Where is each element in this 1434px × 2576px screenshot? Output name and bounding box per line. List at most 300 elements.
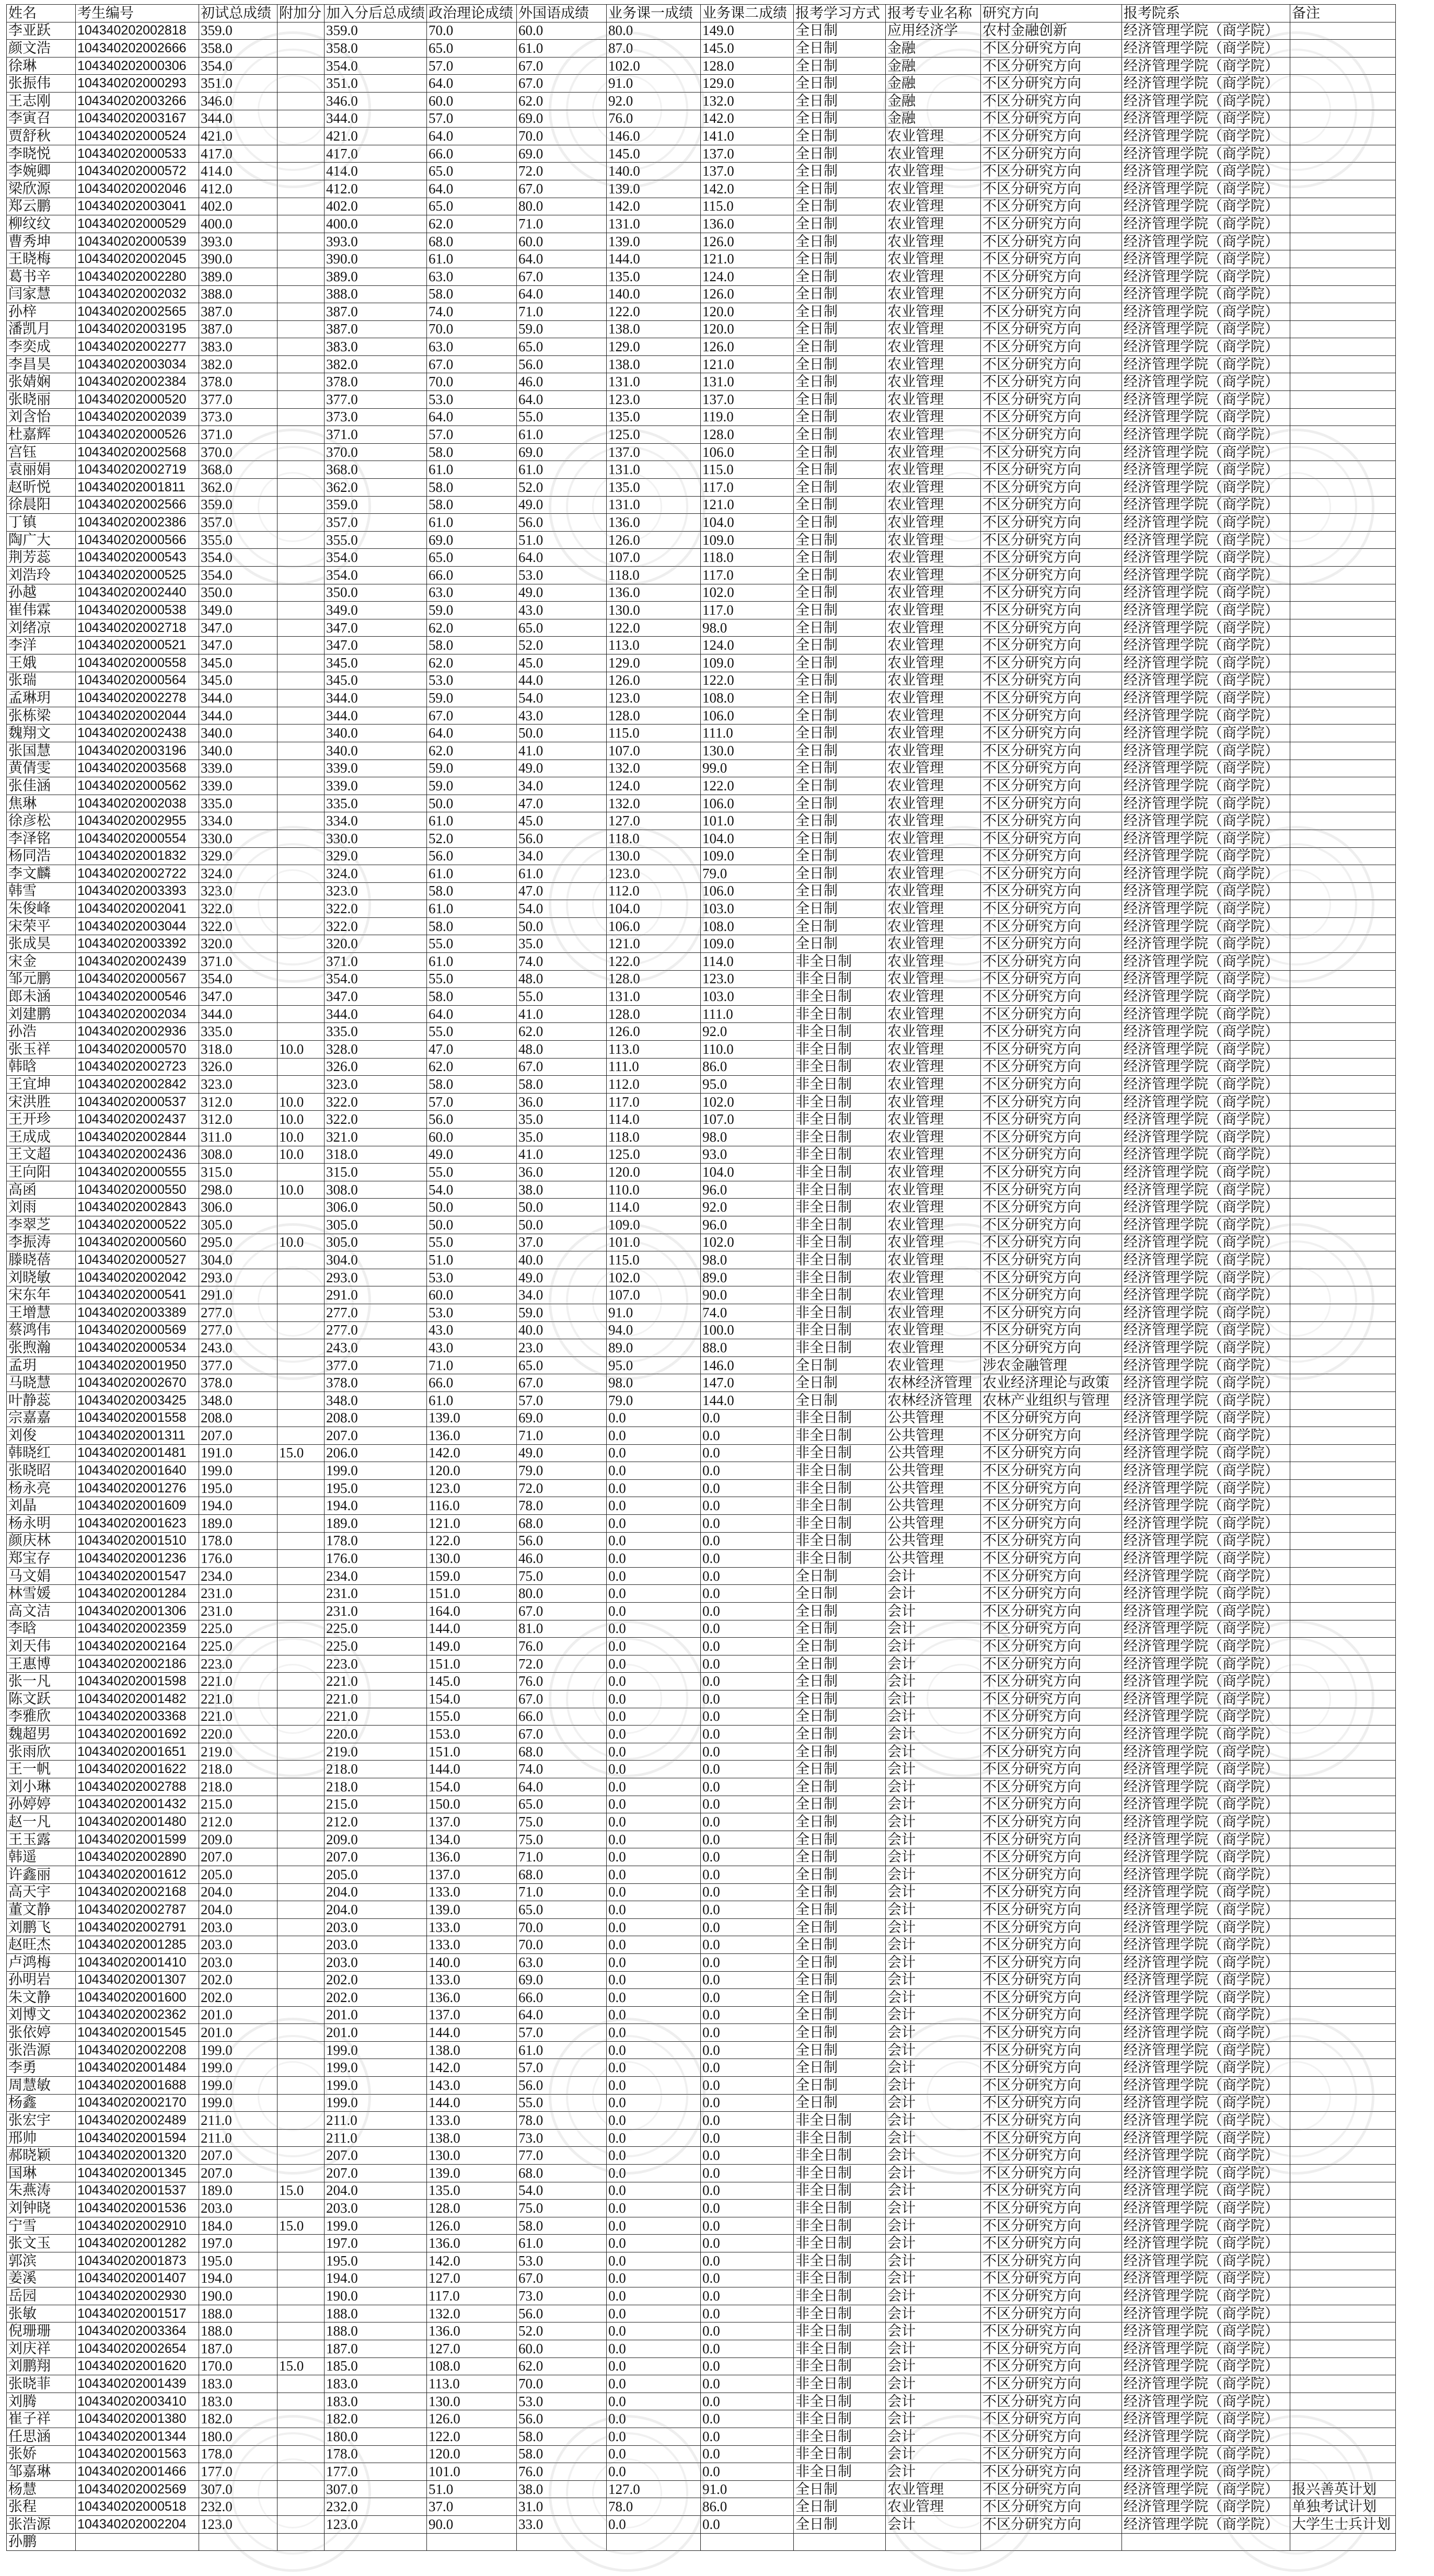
remark-cell [1290,1497,1396,1515]
foreign-language-cell: 56.0 [517,514,607,532]
bonus-cell [277,1216,325,1234]
department-cell: 经济管理学院（商学院） [1122,110,1290,128]
major-cell: 农业管理 [886,1339,981,1357]
subject1-cell: 0.0 [607,1409,701,1427]
major-cell: 农业管理 [886,882,981,900]
study-mode-cell: 全日制 [794,1585,886,1603]
study-mode-cell: 全日制 [794,2024,886,2042]
adjusted-total-cell: 209.0 [325,1831,427,1848]
exam-id-cell: 104340202001517 [76,2305,199,2322]
adjusted-total-cell: 323.0 [325,1076,427,1094]
table-row [7,2410,1396,2428]
politics-cell: 50.0 [427,1199,517,1216]
remark-cell [1290,2358,1396,2375]
table-row [7,1953,1396,1971]
remark-cell [1290,1269,1396,1286]
politics-cell: 55.0 [427,1164,517,1181]
subject2-cell: 0.0 [701,2322,794,2340]
name-cell: 魏超男 [7,1726,76,1743]
initial-total-cell: 187.0 [199,2340,277,2358]
department-cell: 经济管理学院（商学院） [1122,1356,1290,1374]
exam-id-cell: 104340202001545 [76,2024,199,2042]
name-cell: 徐晨阳 [7,496,76,514]
name-cell: 郝晓颖 [7,2147,76,2165]
major-cell: 金融 [886,75,981,93]
table-row [7,1093,1396,1111]
adjusted-total-cell: 178.0 [325,2445,427,2463]
initial-total-cell: 195.0 [199,1479,277,1497]
politics-cell: 53.0 [427,391,517,409]
research-direction-cell: 不区分研究方向 [981,1462,1122,1480]
department-cell: 经济管理学院（商学院） [1122,2024,1290,2042]
major-cell: 农业管理 [886,1146,981,1164]
research-direction-cell: 不区分研究方向 [981,1111,1122,1129]
subject1-cell: 140.0 [607,285,701,303]
research-direction-cell: 不区分研究方向 [981,1234,1122,1251]
department-cell: 经济管理学院（商学院） [1122,2006,1290,2024]
exam-id-cell: 104340202002670 [76,1374,199,1392]
exam-id-cell: 104340202003195 [76,320,199,338]
major-cell: 农业管理 [886,760,981,777]
major-cell: 会计 [886,1620,981,1638]
research-direction-cell: 不区分研究方向 [981,303,1122,321]
initial-total-cell: 312.0 [199,1111,277,1129]
name-cell: 张晓昭 [7,1462,76,1480]
name-cell: 张程 [7,2498,76,2516]
remark-cell [1290,1286,1396,1304]
study-mode-cell: 非全日制 [794,2375,886,2393]
adjusted-total-cell: 194.0 [325,1497,427,1515]
subject2-cell: 121.0 [701,496,794,514]
subject2-cell: 0.0 [701,1901,794,1919]
politics-cell: 65.0 [427,198,517,215]
department-cell: 经济管理学院（商学院） [1122,1409,1290,1427]
major-cell: 农业管理 [886,742,981,760]
adjusted-total-cell: 223.0 [325,1655,427,1673]
foreign-language-cell: 70.0 [517,1936,607,1954]
research-direction-cell: 不区分研究方向 [981,2112,1122,2130]
study-mode-cell: 非全日制 [794,2112,886,2130]
foreign-language-cell: 34.0 [517,847,607,865]
department-cell: 经济管理学院（商学院） [1122,2252,1290,2270]
department-cell: 经济管理学院（商学院） [1122,1479,1290,1497]
subject1-cell: 0.0 [607,1515,701,1533]
initial-total-cell: 323.0 [199,882,277,900]
politics-cell: 70.0 [427,320,517,338]
politics-cell: 58.0 [427,443,517,461]
foreign-language-cell: 64.0 [517,285,607,303]
subject1-cell: 0.0 [607,1603,701,1620]
subject1-cell: 118.0 [607,567,701,584]
politics-cell: 61.0 [427,1392,517,1409]
table-row [7,865,1396,883]
remark-cell [1290,917,1396,935]
foreign-language-cell: 53.0 [517,567,607,584]
subject2-cell: 0.0 [701,1673,794,1690]
table-row [7,215,1396,233]
subject2-cell: 98.0 [701,619,794,637]
remark-cell [1290,2287,1396,2305]
subject2-cell: 136.0 [701,215,794,233]
study-mode-cell: 全日制 [794,2006,886,2024]
remark-cell [1290,1234,1396,1251]
foreign-language-cell: 78.0 [517,1497,607,1515]
exam-id-cell: 104340202000539 [76,233,199,250]
name-cell: 王娥 [7,654,76,672]
research-direction-cell: 不区分研究方向 [981,2252,1122,2270]
study-mode-cell: 非全日制 [794,2340,886,2358]
remark-cell [1290,1585,1396,1603]
table-row [7,1058,1396,1076]
foreign-language-cell: 49.0 [517,760,607,777]
study-mode-cell: 全日制 [794,812,886,830]
adjusted-total-cell: 205.0 [325,1866,427,1883]
subject1-cell: 102.0 [607,1269,701,1286]
foreign-language-cell: 46.0 [517,373,607,391]
bonus-cell [277,1796,325,1813]
adjusted-total-cell: 234.0 [325,1567,427,1585]
major-cell: 会计 [886,1690,981,1708]
adjusted-total-cell: 199.0 [325,2094,427,2112]
header-subject2: 业务课二成绩 [701,5,794,22]
remark-cell [1290,2006,1396,2024]
major-cell: 会计 [886,1567,981,1585]
remark-cell [1290,812,1396,830]
bonus-cell [277,2393,325,2410]
foreign-language-cell: 67.0 [517,1690,607,1708]
study-mode-cell: 全日制 [794,479,886,497]
initial-total-cell: 293.0 [199,1269,277,1286]
foreign-language-cell: 54.0 [517,689,607,707]
name-cell: 马晓慧 [7,1374,76,1392]
table-row [7,1673,1396,1690]
adjusted-total-cell: 335.0 [325,1023,427,1041]
name-cell: 宫钰 [7,443,76,461]
table-row [7,303,1396,321]
exam-id-cell: 104340202000554 [76,830,199,847]
subject1-cell: 111.0 [607,1058,701,1076]
subject2-cell: 0.0 [701,2445,794,2463]
subject2-cell: 131.0 [701,373,794,391]
department-cell: 经济管理学院（商学院） [1122,1497,1290,1515]
politics-cell: 132.0 [427,2305,517,2322]
header-bonus: 附加分 [277,5,325,22]
subject1-cell: 124.0 [607,777,701,795]
exam-id-cell: 104340202001306 [76,1603,199,1620]
name-cell: 孙梓 [7,303,76,321]
foreign-language-cell: 67.0 [517,180,607,198]
department-cell: 经济管理学院（商学院） [1122,1146,1290,1164]
foreign-language-cell: 41.0 [517,742,607,760]
research-direction-cell: 不区分研究方向 [981,637,1122,654]
subject1-cell: 131.0 [607,496,701,514]
research-direction-cell: 不区分研究方向 [981,567,1122,584]
initial-total-cell: 345.0 [199,654,277,672]
initial-total-cell: 340.0 [199,724,277,742]
name-cell: 刘建鹏 [7,1005,76,1023]
subject2-cell: 0.0 [701,2252,794,2270]
remark-cell [1290,1936,1396,1954]
remark-cell [1290,760,1396,777]
initial-total-cell: 225.0 [199,1638,277,1655]
department-cell: 经济管理学院（商学院） [1122,2287,1290,2305]
bonus-cell [277,1989,325,2007]
header-major: 报考专业名称 [886,5,981,22]
adjusted-total-cell: 201.0 [325,2006,427,2024]
subject2-cell: 124.0 [701,268,794,285]
exam-id-cell: 104340202000521 [76,637,199,654]
name-cell: 郑云鹏 [7,198,76,215]
adjusted-total-cell: 199.0 [325,2041,427,2059]
department-cell: 经济管理学院（商学院） [1122,1953,1290,1971]
table-row [7,1444,1396,1462]
research-direction-cell: 不区分研究方向 [981,1883,1122,1901]
subject1-cell: 129.0 [607,338,701,356]
study-mode-cell: 全日制 [794,1813,886,1831]
table-row [7,2498,1396,2516]
study-mode-cell: 全日制 [794,2077,886,2095]
department-cell: 经济管理学院（商学院） [1122,830,1290,847]
politics-cell: 127.0 [427,2270,517,2287]
subject1-cell: 0.0 [607,1655,701,1673]
politics-cell: 145.0 [427,1673,517,1690]
table-row [7,2393,1396,2410]
subject1-cell: 92.0 [607,92,701,110]
adjusted-total-cell: 221.0 [325,1708,427,1726]
initial-total-cell: 184.0 [199,2217,277,2235]
name-cell: 刘鹏翔 [7,2358,76,2375]
adjusted-total-cell: 351.0 [325,75,427,93]
politics-cell: 65.0 [427,549,517,567]
initial-total-cell: 354.0 [199,567,277,584]
major-cell: 农业管理 [886,531,981,549]
subject1-cell: 139.0 [607,233,701,250]
table-header-row [7,5,1396,22]
table-row [7,2112,1396,2130]
subject2-cell: 128.0 [701,426,794,444]
major-cell: 农业管理 [886,2498,981,2516]
study-mode-cell: 全日制 [794,250,886,268]
study-mode-cell: 非全日制 [794,1076,886,1094]
adjusted-total-cell: 387.0 [325,303,427,321]
initial-total-cell: 412.0 [199,180,277,198]
table-row [7,1532,1396,1550]
research-direction-cell: 不区分研究方向 [981,1093,1122,1111]
bonus-cell [277,724,325,742]
major-cell: 农业管理 [886,777,981,795]
research-direction-cell: 不区分研究方向 [981,847,1122,865]
remark-cell [1290,1761,1396,1778]
foreign-language-cell: 76.0 [517,2463,607,2481]
initial-total-cell: 207.0 [199,1427,277,1445]
exam-id-cell: 104340202001432 [76,1796,199,1813]
study-mode-cell: 全日制 [794,2515,886,2533]
bonus-cell [277,1585,325,1603]
table-row [7,1726,1396,1743]
exam-id-cell: 104340202002565 [76,303,199,321]
initial-total-cell: 354.0 [199,57,277,75]
name-cell: 柳纹纹 [7,215,76,233]
major-cell: 金融 [886,92,981,110]
adjusted-total-cell: 346.0 [325,92,427,110]
table-row [7,1339,1396,1357]
table-row [7,777,1396,795]
foreign-language-cell: 67.0 [517,1058,607,1076]
exam-id-cell: 104340202001380 [76,2410,199,2428]
department-cell: 经济管理学院（商学院） [1122,689,1290,707]
adjusted-total-cell: 383.0 [325,338,427,356]
remark-cell [1290,461,1396,479]
foreign-language-cell: 62.0 [517,2358,607,2375]
exam-id-cell: 104340202002039 [76,408,199,426]
adjusted-total-cell: 400.0 [325,215,427,233]
initial-total-cell: 221.0 [199,1690,277,1708]
exam-id-cell: 104340202002386 [76,514,199,532]
name-cell: 张雨欣 [7,1743,76,1761]
department-cell: 经济管理学院（商学院） [1122,1269,1290,1286]
table-row [7,1497,1396,1515]
study-mode-cell: 非全日制 [794,970,886,988]
name-cell: 徐琳 [7,57,76,75]
major-cell: 农业管理 [886,1234,981,1251]
remark-cell [1290,795,1396,812]
subject1-cell: 0.0 [607,2112,701,2130]
initial-total-cell: 387.0 [199,303,277,321]
foreign-language-cell: 69.0 [517,1409,607,1427]
study-mode-cell: 全日制 [794,1726,886,1743]
initial-total-cell: 370.0 [199,443,277,461]
bonus-cell [277,2024,325,2042]
subject2-cell: 0.0 [701,2200,794,2217]
subject1-cell: 0.0 [607,1866,701,1883]
bonus-cell [277,57,325,75]
adjusted-total-cell: 377.0 [325,1356,427,1374]
exam-id-cell: 104340202003167 [76,110,199,128]
study-mode-cell: 非全日制 [794,1023,886,1041]
major-cell: 会计 [886,1726,981,1743]
adjusted-total-cell: 277.0 [325,1321,427,1339]
subject1-cell: 123.0 [607,865,701,883]
remark-cell [1290,689,1396,707]
bonus-cell: 10.0 [277,1146,325,1164]
table-row [7,847,1396,865]
remark-cell [1290,1901,1396,1919]
initial-total-cell: 377.0 [199,1356,277,1374]
research-direction-cell: 不区分研究方向 [981,1778,1122,1796]
name-cell: 韩晗 [7,1058,76,1076]
major-cell: 农业管理 [886,145,981,163]
name-cell: 宁雪 [7,2217,76,2235]
major-cell: 农业管理 [886,602,981,619]
study-mode-cell: 全日制 [794,2498,886,2516]
exam-id-cell: 104340202003196 [76,742,199,760]
subject2-cell: 132.0 [701,92,794,110]
adjusted-total-cell: 207.0 [325,2147,427,2165]
adjusted-total-cell: 203.0 [325,1953,427,1971]
remark-cell [1290,2533,1396,2551]
major-cell: 农业管理 [886,408,981,426]
adjusted-total-cell: 417.0 [325,145,427,163]
remark-cell [1290,2217,1396,2235]
table-row [7,812,1396,830]
name-cell: 朱俊峰 [7,900,76,918]
exam-id-cell: 104340202002041 [76,900,199,918]
table-row [7,2287,1396,2305]
subject2-cell: 122.0 [701,777,794,795]
major-cell: 会计 [886,1901,981,1919]
table-row [7,496,1396,514]
research-direction-cell: 不区分研究方向 [981,1251,1122,1269]
name-cell: 董文静 [7,1901,76,1919]
department-cell: 经济管理学院（商学院） [1122,92,1290,110]
name-cell: 郎未涵 [7,988,76,1006]
study-mode-cell: 全日制 [794,22,886,40]
adjusted-total-cell: 318.0 [325,1146,427,1164]
foreign-language-cell: 57.0 [517,2024,607,2042]
adjusted-total-cell: 231.0 [325,1603,427,1620]
initial-total-cell: 183.0 [199,2375,277,2393]
research-direction-cell: 不区分研究方向 [981,1164,1122,1181]
politics-cell: 151.0 [427,1585,517,1603]
foreign-language-cell: 67.0 [517,268,607,285]
subject2-cell: 0.0 [701,2217,794,2235]
exam-id-cell: 104340202000537 [76,1093,199,1111]
table-row [7,900,1396,918]
bonus-cell [277,1813,325,1831]
major-cell [886,2533,981,2551]
adjusted-total-cell: 421.0 [325,128,427,145]
bonus-cell [277,1866,325,1883]
adjusted-total-cell: 373.0 [325,408,427,426]
bonus-cell [277,1901,325,1919]
research-direction-cell: 不区分研究方向 [981,1936,1122,1954]
politics-cell: 61.0 [427,900,517,918]
bonus-cell: 10.0 [277,1129,325,1146]
exam-id-cell: 104340202001692 [76,1726,199,1743]
department-cell: 经济管理学院（商学院） [1122,496,1290,514]
remark-cell [1290,584,1396,602]
subject1-cell: 114.0 [607,1199,701,1216]
bonus-cell [277,1936,325,1954]
name-cell: 张栋梁 [7,707,76,724]
remark-cell [1290,2129,1396,2147]
foreign-language-cell: 65.0 [517,619,607,637]
exam-id-cell: 104340202003044 [76,917,199,935]
foreign-language-cell: 33.0 [517,2515,607,2533]
initial-total-cell: 304.0 [199,1251,277,1269]
subject1-cell: 118.0 [607,1129,701,1146]
subject2-cell: 0.0 [701,1444,794,1462]
bonus-cell [277,22,325,40]
subject1-cell: 138.0 [607,320,701,338]
exam-id-cell: 104340202002654 [76,2340,199,2358]
table-row [7,479,1396,497]
subject1-cell: 0.0 [607,1918,701,1936]
subject1-cell: 113.0 [607,637,701,654]
study-mode-cell: 非全日制 [794,1181,886,1199]
adjusted-total-cell: 203.0 [325,2200,427,2217]
remark-cell [1290,1093,1396,1111]
table-row [7,2059,1396,2077]
research-direction-cell: 不区分研究方向 [981,2024,1122,2042]
exam-id-cell: 104340202001282 [76,2235,199,2252]
department-cell: 经济管理学院（商学院） [1122,2129,1290,2147]
department-cell: 经济管理学院（商学院） [1122,1216,1290,1234]
bonus-cell [277,689,325,707]
subject2-cell: 109.0 [701,531,794,549]
exam-id-cell: 104340202002842 [76,1076,199,1094]
initial-total-cell: 180.0 [199,2428,277,2445]
